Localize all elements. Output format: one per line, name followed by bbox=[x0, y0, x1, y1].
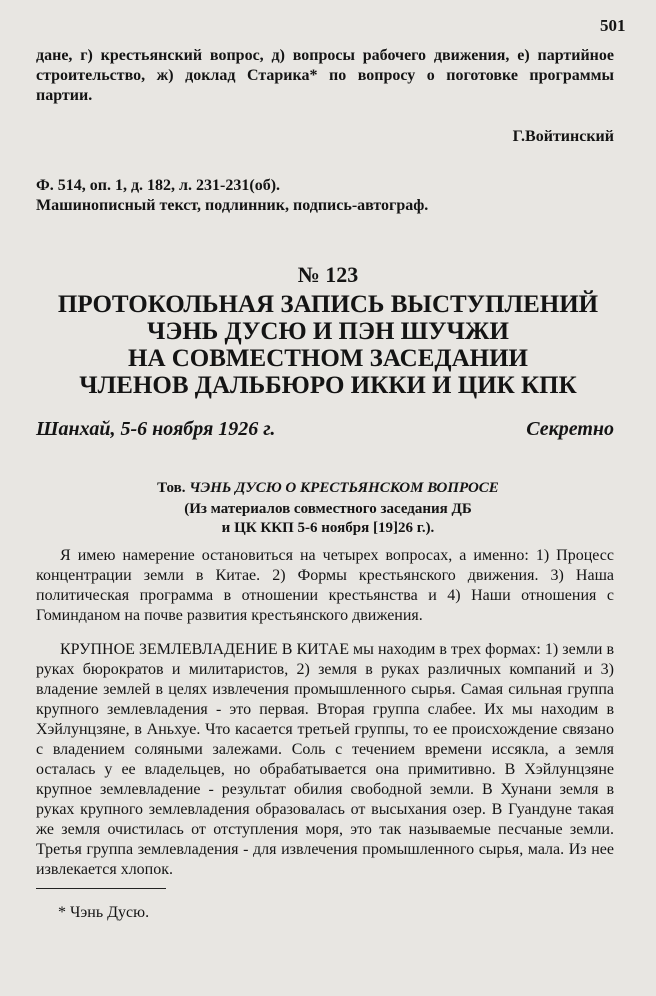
meta-line bbox=[36, 418, 614, 441]
body-paragraph-1: Я имею намерение остановиться на четырех вопросах, а именно: 1) Процесс концентрации земли в Китае. 2) Формы крестьянского движения. 3) Наша политическая программа в отношении крестьянства и 4) Наши отношения с Гоминданом на почве развития крестьянского движения. bbox=[36, 547, 614, 624]
title-line: ЧЭНЬ ДУСЮ И ПЭН ШУЧЖИ bbox=[147, 318, 509, 345]
footnote: * Чэнь Дусю. bbox=[58, 904, 150, 921]
speaker-title: ЧЭНЬ ДУСЮ О КРЕСТЬЯНСКОМ ВОПРОСЕ bbox=[189, 480, 499, 496]
document-title bbox=[0, 291, 656, 399]
body-paragraph-2: КРУПНОЕ ЗЕМЛЕВЛАДЕНИЕ В КИТАЕ мы находим в трех формах: 1) земли в руках бюрократов и милитаристов, 2) земля в руках различных компаний и 3) владение землей в целях извлечения промышленного сырья. Самая сильная группа крупного землевладения - это первая. Вторая группа слабее. Их мы находим в Хэйлунцзяне, в Аньхуе. Что касается третьей группы, то ее происхождение связано с владением соляными залежами. Соль с течением времени иссякла, а земля осталась у ее владельцев, но обрабатывается она примитивно. В Хэйлунцзяне крупное землевладение - результат обилия свободной земли. В Хунани земля в руках крупного землевладения образовалась от высыхания озер. В Гуандуне такая же земля очистилась от отступления моря, это так называемые песчаные земли. Третья группа землевладения - для извлечения промышленного сырья, мала. Из нее извлекается хлопок. bbox=[36, 641, 614, 878]
classification-label: Секретно bbox=[526, 418, 614, 440]
source-note-line: и ЦК ККП 5-6 ноября [19]26 г.). bbox=[221, 520, 435, 536]
speaker-prefix: Тов. bbox=[157, 480, 186, 496]
top-paragraph: дане, г) крестьянский вопрос, д) вопросы рабочего движения, е) партийное строительство, ж) доклад Старика* по вопросу о поготовке программы партии. bbox=[36, 47, 614, 104]
title-line: ЧЛЕНОВ ДАЛЬБЮРО ИККИ И ЦИК КПК bbox=[79, 372, 577, 399]
title-line: НА СОВМЕСТНОМ ЗАСЕДАНИИ bbox=[128, 345, 528, 372]
document-number: № 123 bbox=[297, 262, 359, 287]
signature: Г.Войтинский bbox=[512, 128, 614, 145]
page-number: 501 bbox=[600, 16, 626, 35]
source-note bbox=[0, 500, 656, 538]
title-line: ПРОТОКОЛЬНАЯ ЗАПИСЬ ВЫСТУПЛЕНИЙ bbox=[57, 291, 599, 318]
speaker-heading bbox=[0, 480, 656, 497]
source-note-line: (Из материалов совместного заседания ДБ bbox=[184, 501, 472, 517]
place-date: Шанхай, 5-6 ноября 1926 г. bbox=[36, 418, 276, 440]
archive-description: Машинописный текст, подлинник, подпись-автограф. bbox=[36, 197, 429, 214]
footnote-divider bbox=[36, 888, 166, 889]
archive-reference: Ф. 514, оп. 1, д. 182, л. 231-231(об). bbox=[36, 177, 281, 194]
